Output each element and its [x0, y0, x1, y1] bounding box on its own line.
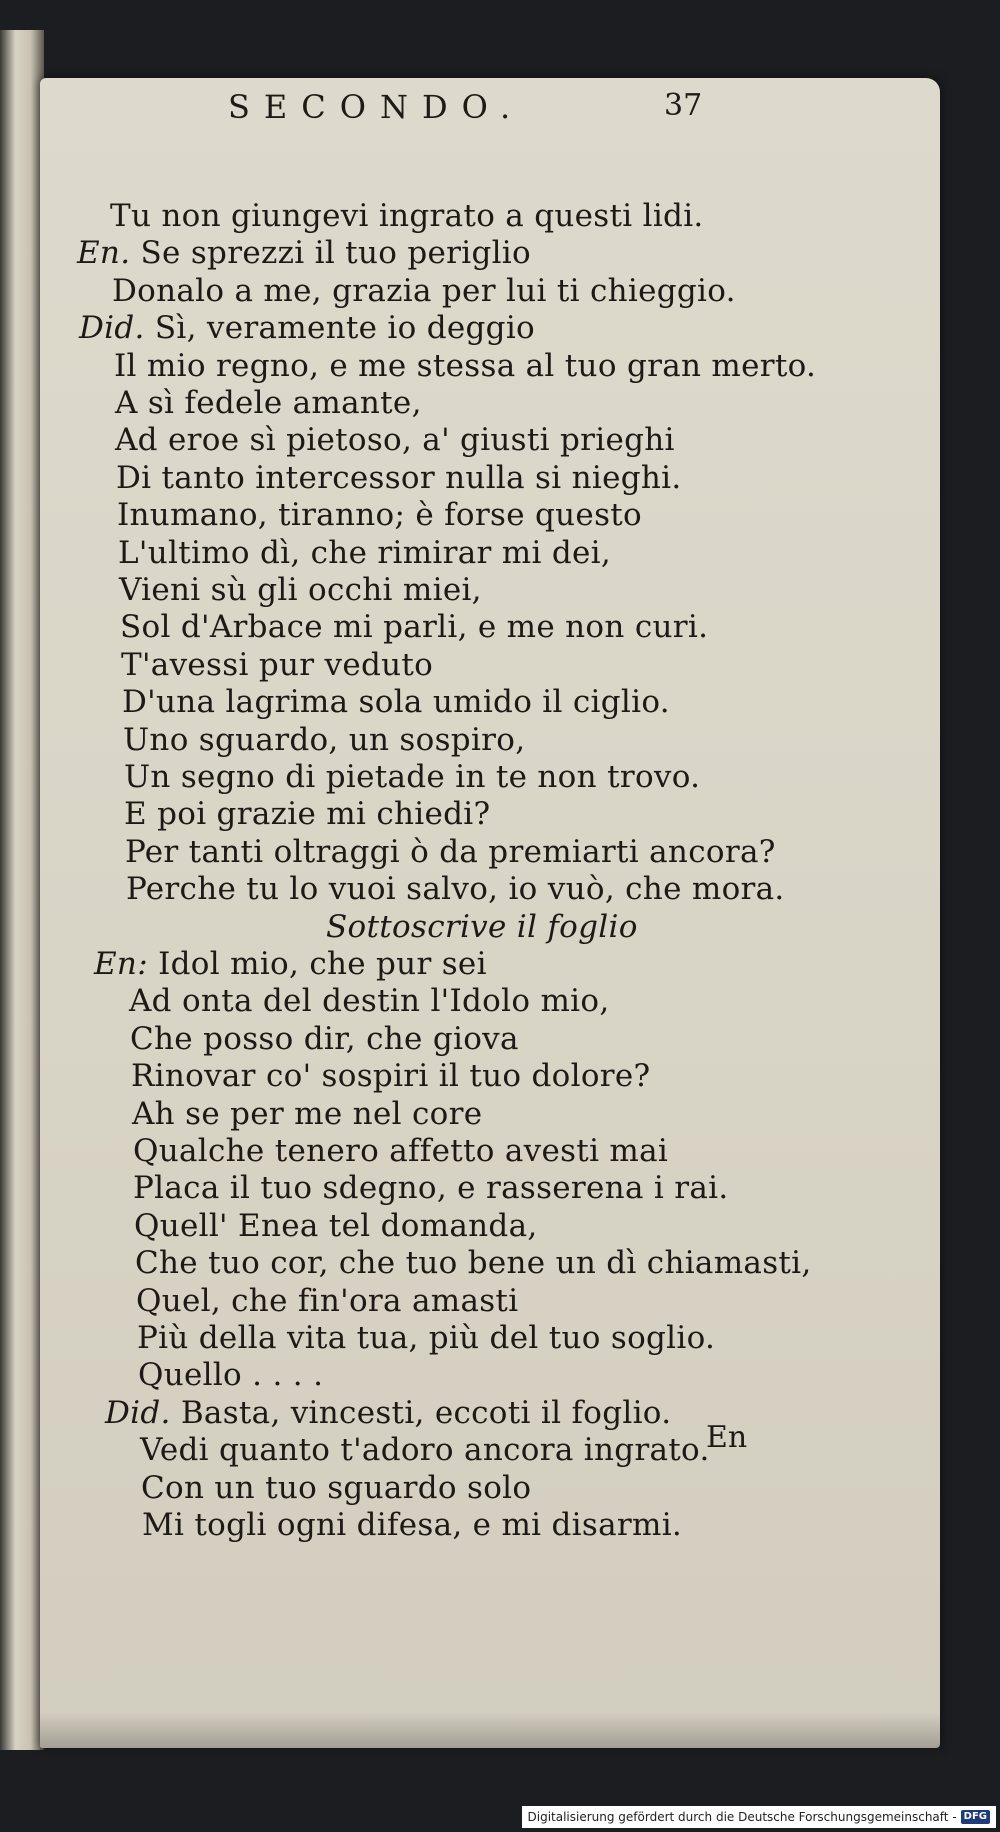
verse-line: [133, 1170, 729, 1206]
verse-line: [121, 647, 433, 683]
verse-line: [135, 1245, 812, 1281]
verse-line: [112, 273, 736, 309]
verse-text: Che posso dir, che giova: [130, 1020, 519, 1057]
verse-line: [124, 759, 700, 795]
verse-text: Vedi quanto t'adoro ancora ingrato.: [140, 1432, 710, 1469]
verse-text: Placa il tuo sdegno, e rasserena i rai.: [133, 1170, 729, 1207]
verse-text: Sol d'Arbace mi parli, e me non curi.: [120, 609, 709, 646]
verse-text: Rinovar co' sospiri il tuo dolore?: [131, 1058, 651, 1095]
verse-text: Inumano, tiranno; è forse questo: [117, 497, 643, 534]
verse-line: [79, 310, 535, 346]
verse-line: [141, 1470, 531, 1506]
verse-line: [77, 235, 531, 271]
verse-text: Basta, vincesti, eccoti il foglio.: [180, 1394, 672, 1431]
verse-text: Donalo a me, grazia per lui ti chieggio.: [112, 272, 736, 309]
verse-text: D'una lagrima sola umido il ciglio.: [122, 684, 670, 721]
verse-text: Perche tu lo vuoi salvo, io vuò, che mora.: [126, 871, 785, 908]
speaker-label: Did.: [79, 310, 145, 347]
verse-text: Con un tuo sguardo solo: [141, 1469, 532, 1506]
verse-text: E poi grazie mi chiedi?: [124, 796, 491, 833]
verse-text: Ad eroe sì pietoso, a' giusti prieghi: [115, 422, 675, 459]
verse-line: [138, 1357, 323, 1393]
verse-text: Quello . . . .: [138, 1357, 324, 1394]
verse-line: [137, 1320, 715, 1356]
verse-text: Vieni sù gli occhi miei,: [119, 572, 482, 608]
verse-text: Qualche tenero affetto avesti mai: [133, 1133, 669, 1169]
verse-text: A sì fedele amante,: [115, 385, 422, 421]
verse-line: [126, 871, 785, 907]
verse-line: [119, 572, 482, 608]
verse-line: [132, 1096, 482, 1132]
catchword: En: [706, 1420, 748, 1455]
verse-line: [136, 1283, 518, 1319]
page-bottom-edge: [40, 1712, 940, 1760]
verse-line: [131, 1058, 650, 1094]
verse-text: Se sprezzi il tuo periglio: [140, 235, 531, 272]
stage-direction: [326, 909, 638, 945]
verse-text: T'avessi pur veduto: [121, 646, 434, 683]
verse-line: [110, 198, 704, 234]
verse-line: [140, 1432, 710, 1468]
verse-line: [124, 796, 490, 832]
verse-text: Uno sguardo, un sospiro,: [123, 721, 526, 758]
verse-text: Mi togli ogni difesa, e mi disarmi.: [142, 1507, 683, 1543]
verse-text: Di tanto intercessor nulla si nieghi.: [116, 459, 682, 496]
verse-line: [117, 497, 642, 533]
speaker-label: En:: [94, 946, 148, 982]
verse-text: Ah se per me nel core: [132, 1095, 483, 1132]
running-title: SECONDO.: [228, 88, 525, 126]
verse-line: [114, 348, 816, 384]
speaker-label: En.: [77, 235, 131, 272]
verse-line: [94, 946, 487, 982]
verse-text: L'ultimo dì, che rimirar mi dei,: [118, 534, 612, 571]
verse-text: Quell' Enea tel domanda,: [134, 1207, 538, 1244]
verse-line: [115, 385, 422, 421]
verse-line: [116, 460, 682, 496]
verse-line: [142, 1507, 682, 1543]
verse-line: [118, 535, 611, 571]
verse-line: [129, 983, 610, 1019]
verse-text: Tu non giungevi ingrato a questi lidi.: [110, 198, 704, 234]
verse-text: Che tuo cor, che tuo bene un dì chiamasti,: [135, 1245, 812, 1282]
verse-text: Più della vita tua, più del tuo soglio.: [137, 1320, 716, 1356]
verse-line: [123, 722, 525, 758]
book-spine: [0, 30, 44, 1750]
dfg-logo-icon: DFG: [961, 1810, 990, 1824]
verse-text: Il mio regno, e me stessa al tuo gran merto.: [114, 347, 817, 384]
verse-text: Un segno di pietade in te non trovo.: [124, 759, 701, 795]
digitization-credit: [522, 1806, 997, 1828]
verse-line: [133, 1133, 668, 1169]
credit-text: Digitalisierung gefördert durch die Deutsche Forschungsgemeinschaft -: [527, 1810, 957, 1824]
verse-line: [105, 1395, 671, 1431]
page-number: 37: [664, 88, 703, 123]
verse-line: [115, 422, 675, 458]
verse-line: [130, 1021, 519, 1057]
speaker-label: Did.: [105, 1394, 171, 1431]
verse-text: Ad onta del destin l'Idolo mio,: [129, 983, 610, 1020]
verse-text: Idol mio, che pur sei: [158, 946, 487, 982]
verse-line: [125, 834, 776, 870]
verse-line: [120, 609, 708, 645]
verse-line: [122, 684, 670, 720]
stage-direction-text: Sottoscrive il foglio: [326, 908, 638, 945]
verse-text: Per tanti oltraggi ò da premiarti ancora?: [125, 833, 776, 870]
verse-text: Quel, che fin'ora amasti: [136, 1282, 519, 1319]
verse-text: Sì, veramente io deggio: [154, 310, 535, 347]
verse-line: [134, 1208, 538, 1244]
